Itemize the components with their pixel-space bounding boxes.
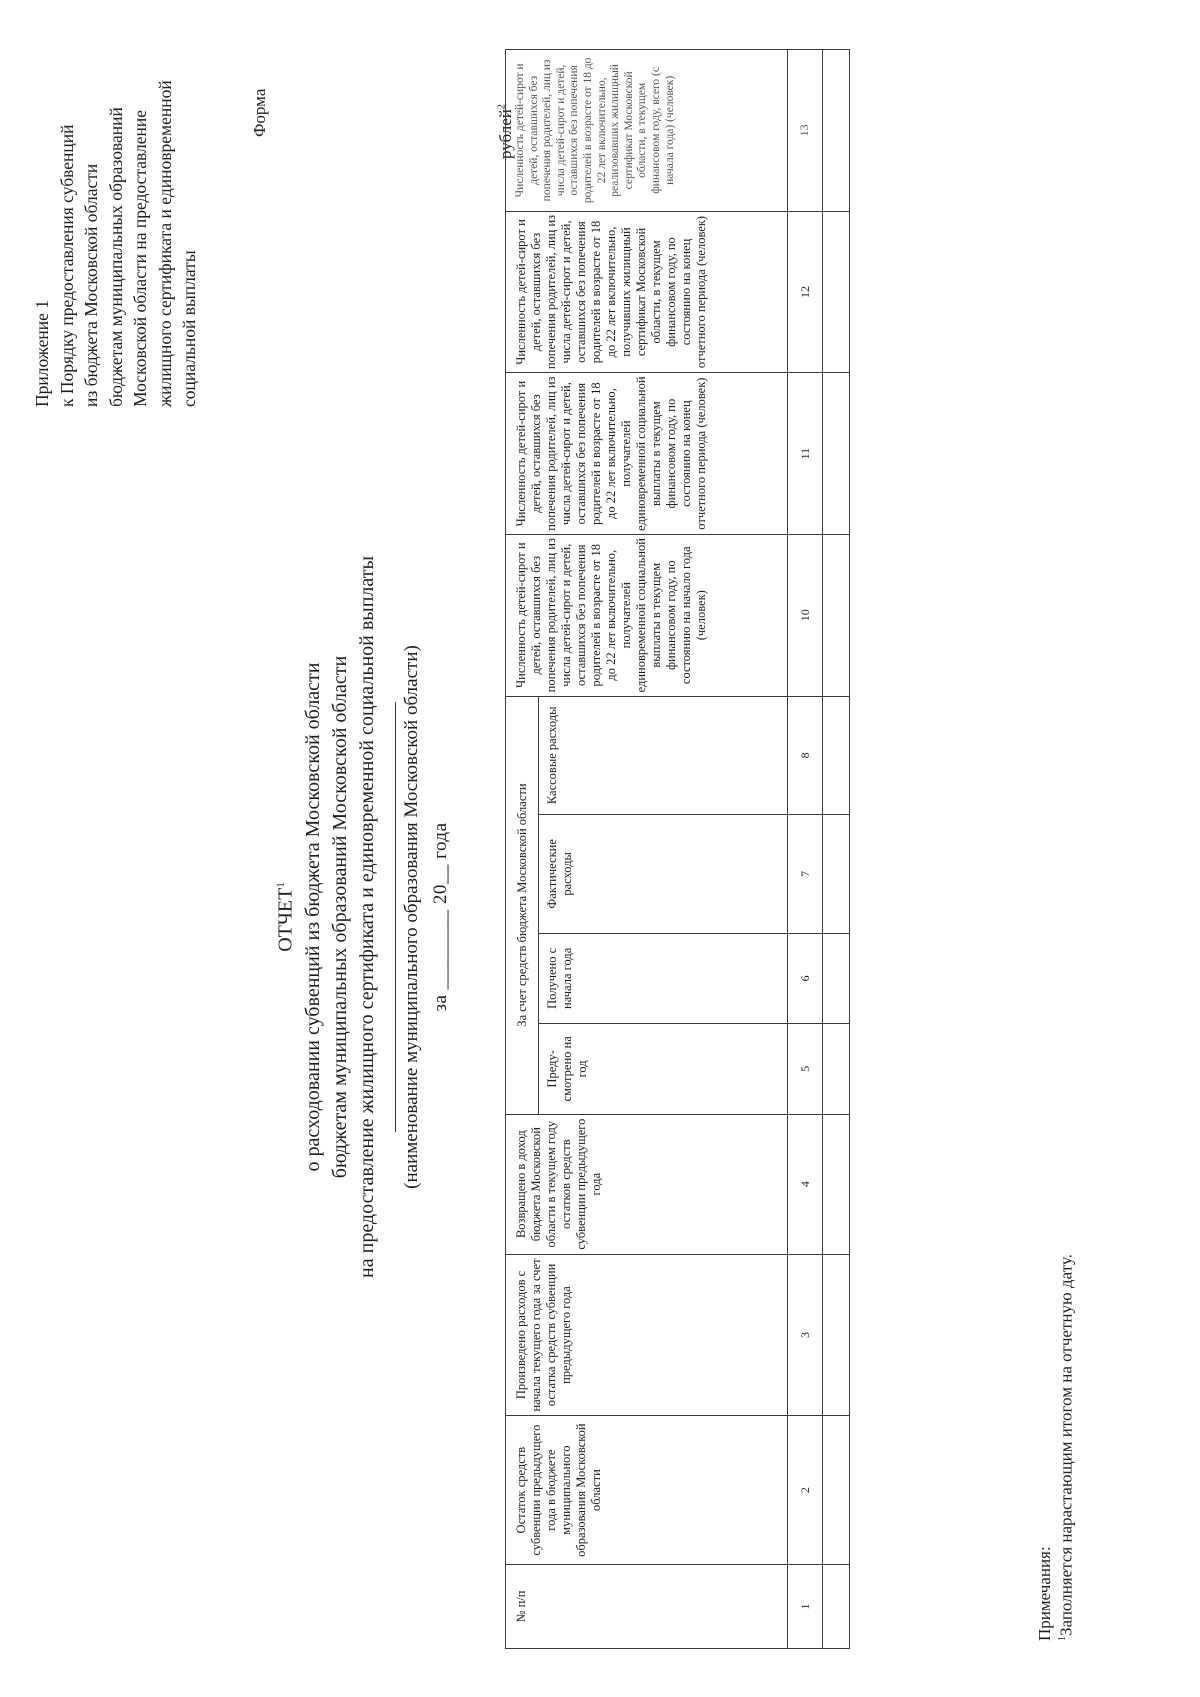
units-footnote-mark: 2 [496, 104, 508, 110]
column-number: 8 [788, 696, 823, 815]
col-header-received: Получено с начала года [539, 933, 788, 1024]
column-number: 7 [788, 815, 823, 934]
table-cell [823, 815, 850, 934]
table-cell [823, 1024, 850, 1115]
table-cell [823, 50, 850, 212]
col-header-cash-expenses: Кассовые расходы [539, 696, 788, 815]
column-number: 10 [788, 534, 823, 696]
report-table [505, 49, 850, 1649]
municipality-blank-line [395, 702, 396, 1132]
report-heading-text: ОТЧЕТ [274, 887, 297, 952]
column-number: 13 [788, 50, 823, 212]
column-number: 5 [788, 1024, 823, 1115]
col-group-header-regional-budget: За счет средств бюджета Московской области [506, 696, 539, 1114]
appendix-line: социальной выплаты [179, 250, 199, 407]
table-cell [823, 1114, 850, 1254]
col-header-actual-expenses: Фактические расходы [539, 815, 788, 934]
report-heading-footnote: 1 [275, 882, 287, 888]
appendix-line: бюджетам муниципальных образований [105, 107, 126, 407]
appendix-reference [30, 27, 202, 407]
appendix-line: из бюджета Московской области [81, 163, 101, 407]
col-header-planned: Преду-смотрено на год [539, 1024, 788, 1115]
column-number: 6 [788, 933, 823, 1024]
column-number: 11 [788, 373, 823, 535]
col-header-recipients-end: Численность детей-сирот и детей, оставшихся без попечения родителей, лиц из числа детей-сирот и детей, оставшихся без попечения родителей в возрасте от 18 до 22 лет включительно, получателей единовременной социальной выплаты в текущем финансовом году, по состоянию на конец отчетного периода (человек) [506, 373, 788, 535]
period-line: за ________ 20__ года [429, 822, 451, 1012]
table-cell [823, 534, 850, 696]
form-label: Форма [250, 88, 269, 137]
col-header-certificates-received: Численность детей-сирот и детей, оставшихся без попечения родителей, лиц из числа детей-сирот и детей, оставшихся без попечения родителей в возрасте от 18 до 22 лет включительно, получивших жилищный сертификат Московской области, в текущем финансовом году, по состоянию на конец отчетного периода (человек) [506, 211, 788, 373]
table-cell [823, 1564, 850, 1648]
col-header-returned-to-budget: Возвращено в доход бюджета Московской области в текущем году остатков средств субвенции предыдущего года [506, 1114, 788, 1254]
appendix-line: Московской области на предоставление [130, 109, 150, 407]
notes-block [1036, 1254, 1076, 1641]
note-line [1054, 1254, 1076, 1641]
column-number: 2 [788, 1416, 823, 1565]
report-title-line: о расходовании субвенций из бюджета Московской области [301, 662, 324, 1172]
appendix-line: жилищного сертификата и единовременной [154, 80, 175, 407]
table-header-row [506, 50, 539, 1649]
municipality-caption: (наименование муниципального образования Московской области) [400, 645, 422, 1189]
col-header-certificates-realized: Численность детей-сирот и детей, оставшихся без попечения родителей, лиц из числа детей-сирот и детей, оставшихся без попечения родителей в возрасте от 18 до 22 лет включительно, реализовавших жилищный сертификат Московской области, в текущем финансовом году, всего (с начала года) (человек) [506, 50, 788, 212]
note-text: Заполняется нарастающим итогом на отчетную дату. [1056, 1254, 1076, 1636]
empty-data-row [823, 50, 850, 1649]
table-cell [823, 696, 850, 815]
notes-heading: Примечания: [1035, 1546, 1054, 1641]
col-header-recipients-start: Численность детей-сирот и детей, оставшихся без попечения родителей, лиц из числа детей-сирот и детей, оставшихся без попечения родителей в возрасте от 18 до 22 лет включительно, получателей единовременной социальной выплаты в текущем финансовом году, по состоянию на начало года (человек) [506, 534, 788, 696]
report-title-line: бюджетам муниципальных образований Московской области [328, 655, 351, 1179]
col-header-expenses-from-balance: Произведено расходов с начала текущего года за счет остатка средств субвенции предыдущего года [506, 1254, 788, 1416]
table-cell [823, 373, 850, 535]
note-footnote-mark: 1 [1057, 1636, 1068, 1641]
col-header-number: № п/п [506, 1564, 788, 1648]
report-title-line: на предоставление жилищного сертификата и единовременной социальной выплаты [355, 556, 378, 1278]
column-number-row [788, 50, 823, 1649]
appendix-line: к Порядку предоставления субвенций [56, 124, 77, 407]
column-number: 4 [788, 1114, 823, 1254]
units-text: рублей [496, 109, 515, 159]
appendix-line: Приложение 1 [32, 299, 52, 407]
table-cell [823, 211, 850, 373]
table-cell [823, 933, 850, 1024]
column-number: 12 [788, 211, 823, 373]
table-cell [823, 1254, 850, 1416]
column-number: 1 [788, 1564, 823, 1648]
report-title-block [268, 537, 454, 1297]
report-heading [268, 537, 300, 1297]
column-number: 3 [788, 1254, 823, 1416]
table-cell [823, 1416, 850, 1565]
col-header-prev-year-balance: Остаток средств субвенции предыдущего года в бюджете муниципального образования Московской области [506, 1416, 788, 1565]
